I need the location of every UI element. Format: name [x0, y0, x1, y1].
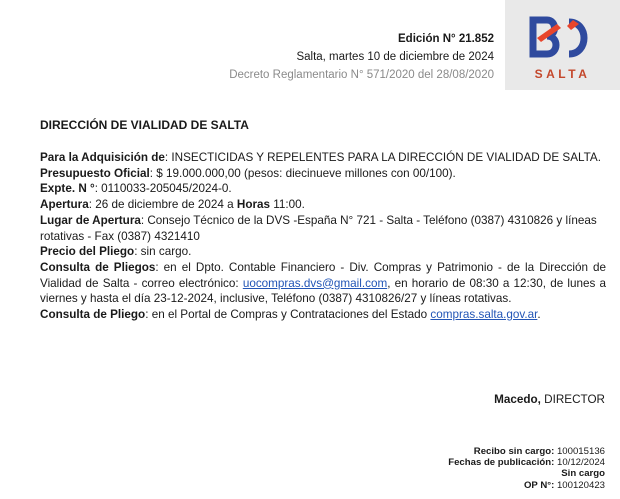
portal-line — [40, 307, 606, 323]
header-info — [229, 30, 494, 84]
consultation-line — [40, 260, 606, 307]
opening-line — [40, 197, 606, 213]
file-number-label: Expte. N ° — [40, 182, 95, 196]
boletin-logo-icon — [527, 14, 598, 62]
receipt-info — [448, 446, 605, 491]
file-number-value: : 0110033-205045/2024-0. — [94, 182, 232, 196]
opening-value: : 26 de diciembre de 2024 a — [88, 198, 234, 212]
logo-wordmark: SALTA — [534, 67, 591, 81]
hours-value: 11:00. — [273, 198, 305, 212]
acquisition-value: : INSECTICIDAS Y REPELENTES PARA LA DIRECCIÓN DE VIALIDAD DE SALTA. — [164, 151, 601, 164]
signer-role: DIRECTOR — [544, 393, 605, 406]
bulletin-header — [0, 0, 620, 90]
portal-link[interactable]: compras.salta.gov.ar — [430, 308, 538, 322]
acquisition-line — [40, 150, 606, 166]
budget-label: Presupuesto Oficial — [40, 166, 150, 180]
portal-end: . — [537, 308, 541, 322]
portal-label: Consulta de Pliego — [40, 308, 146, 322]
budget-value: : $ 19.000.000,00 (pesos: diecinueve millones con 00/100). — [149, 166, 456, 180]
price-value: : sin cargo. — [134, 245, 192, 259]
no-charge-label: Sin cargo — [561, 468, 605, 480]
organization-title: DIRECCIÓN DE VIALIDAD DE SALTA — [40, 118, 249, 132]
email-link[interactable]: uocompras.dvs@gmail.com — [242, 276, 388, 290]
consultation-hours: , en horario de 08:30 a 12:30, de lunes a viernes y hasta el día 23-12-2024, inclusive, Teléfono (0387) 4310826/27 y líneas rotativas. — [40, 276, 606, 306]
publication-dates-line — [448, 457, 605, 468]
op-value: 100120423 — [556, 479, 605, 491]
salta-logo — [505, 0, 620, 90]
opening-place-value: : Consejo Técnico de la DVS -España N° 721 - Salta - Teléfono (0387) 4310826 y líneas rotativas - Fax (0387) 4321410 — [40, 213, 597, 243]
price-line — [40, 244, 606, 260]
receipt-value: 100015136 — [556, 446, 605, 457]
consultation-label: Consulta de Pliegos — [40, 260, 156, 274]
edition-number: Edición N° 21.852 — [398, 33, 494, 45]
decree-reference: Decreto Reglamentario N° 571/2020 del 28/08/2020 — [229, 69, 494, 81]
publication-dates-value: 10/12/2024 — [556, 457, 605, 469]
op-label: OP N°: — [523, 479, 555, 491]
consultation-text: : en el Dpto. Contable Financiero - Div. Compras y Patrimonio - de la Dirección de Vialidad de Salta - correo electrónico: — [40, 260, 607, 290]
receipt-label: Recibo sin cargo: — [473, 446, 555, 457]
budget-line — [40, 166, 606, 182]
portal-text: : en el Portal de Compras y Contrataciones del Estado — [145, 308, 428, 322]
opening-place-line — [40, 213, 606, 244]
file-number-line — [40, 181, 606, 197]
hours-label: Horas — [236, 198, 271, 212]
acquisition-label: Para la Adquisición de — [40, 151, 165, 164]
opening-place-label: Lugar de Apertura — [40, 213, 141, 227]
signature — [494, 393, 605, 406]
price-label: Precio del Pliego — [40, 245, 135, 259]
publication-dates-label: Fechas de publicación: — [448, 457, 555, 469]
receipt-number-line — [448, 446, 605, 457]
opening-label: Apertura — [40, 198, 89, 212]
signer-name: Macedo, — [494, 393, 541, 406]
publication-date: Salta, martes 10 de diciembre de 2024 — [296, 51, 494, 63]
tender-notice — [40, 150, 606, 323]
op-number-line — [448, 480, 605, 491]
